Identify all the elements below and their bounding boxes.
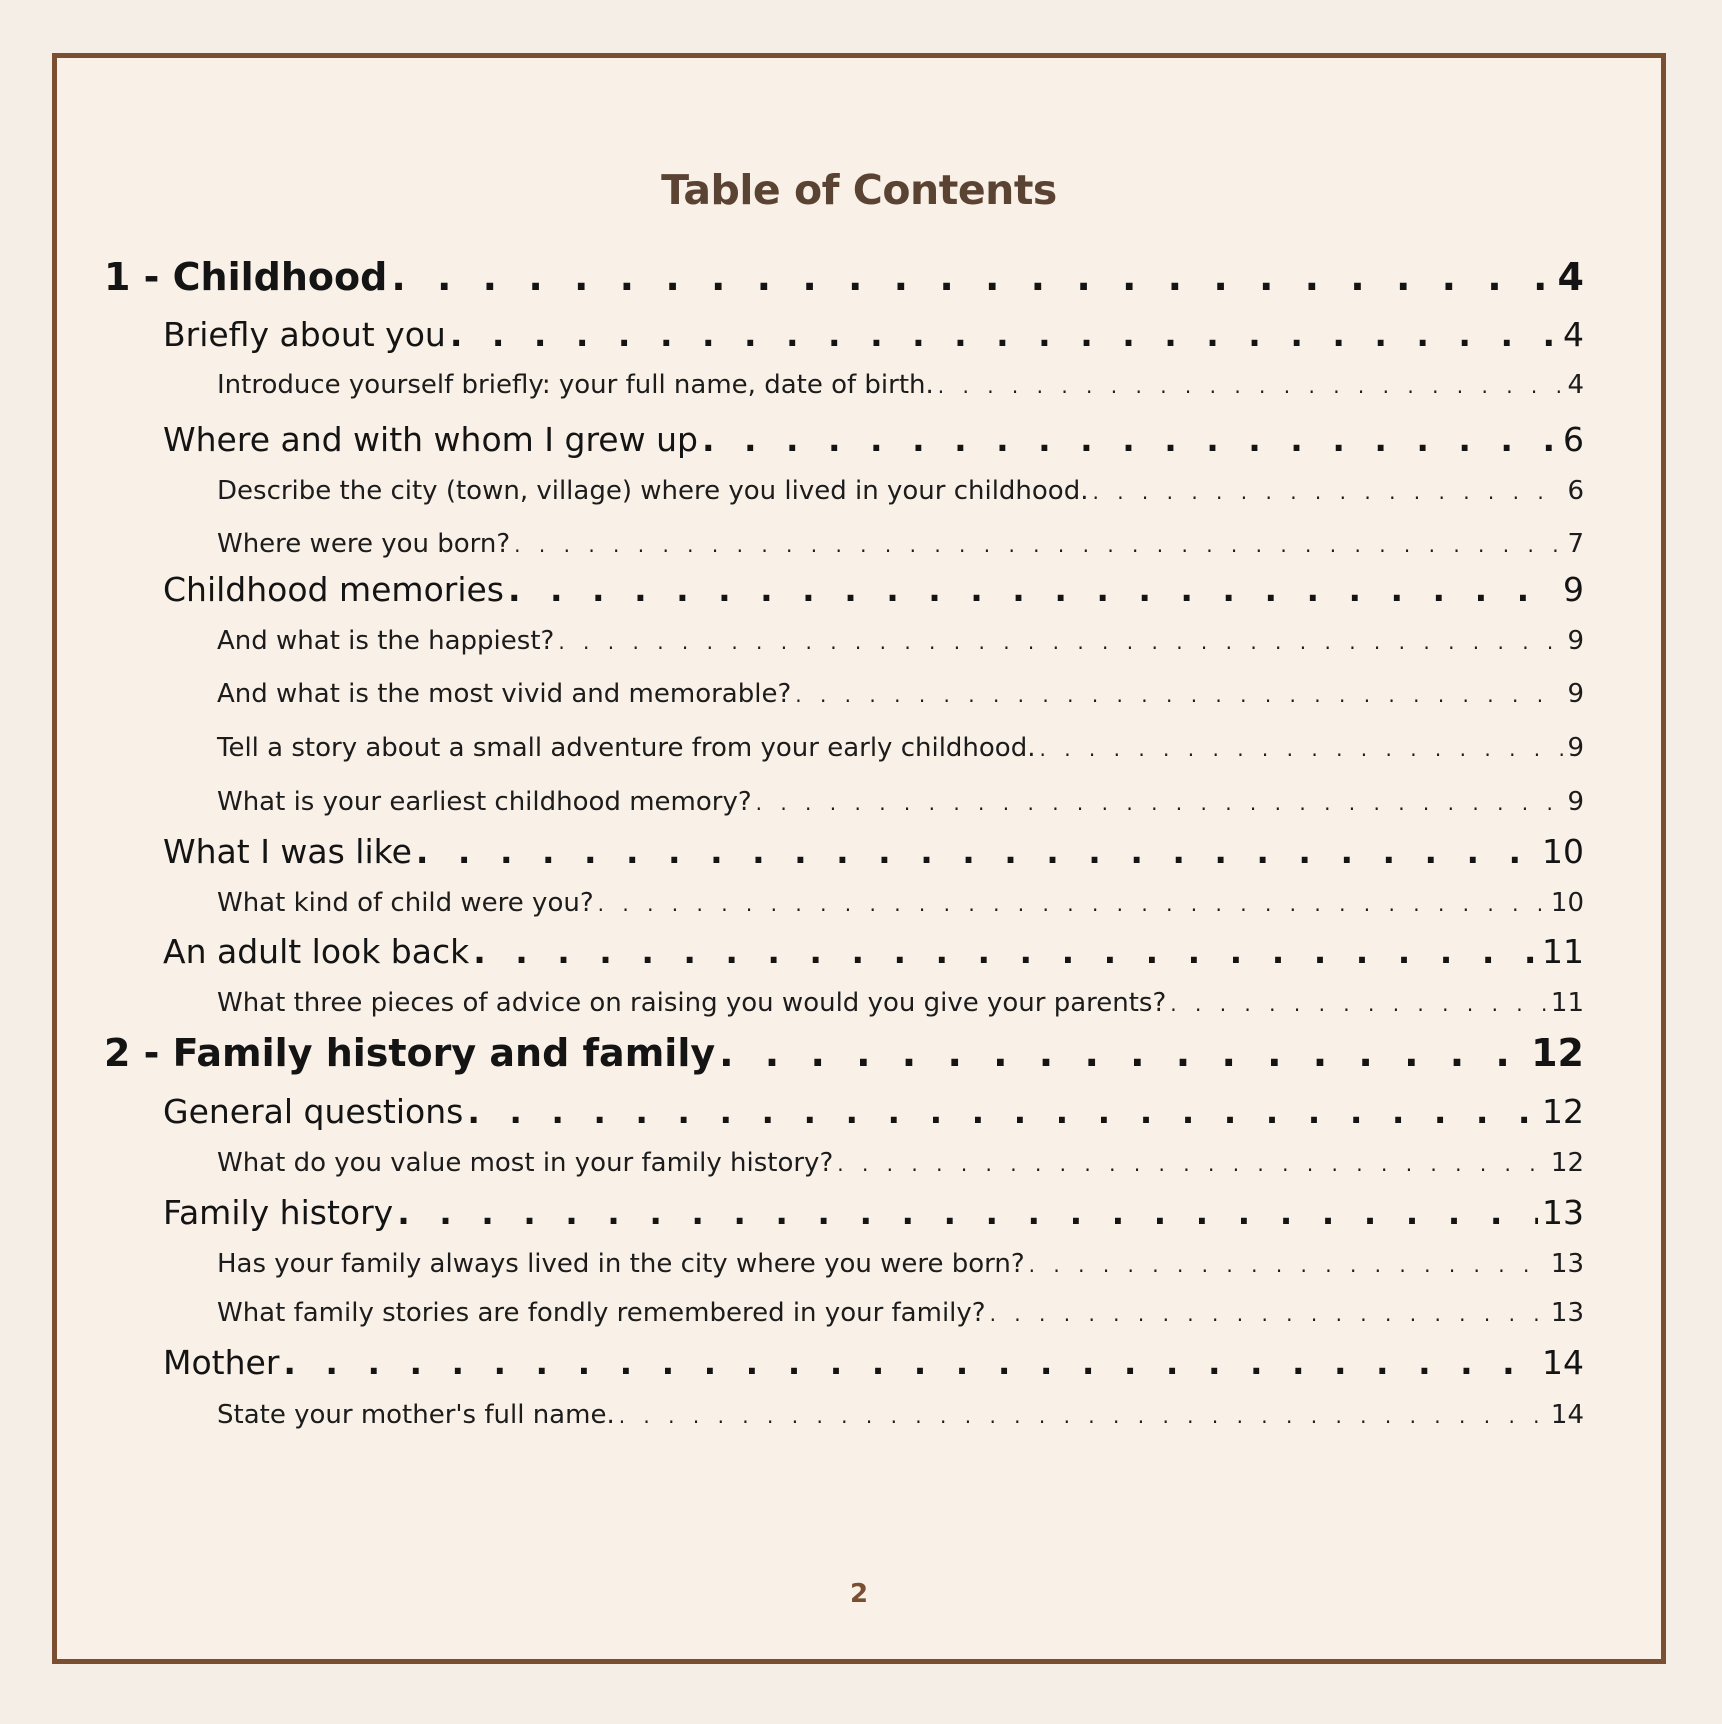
toc-entry-label: Describe the city (town, village) where you lived in your childhood. bbox=[217, 476, 1089, 506]
toc-question-entry[interactable] bbox=[104, 529, 1584, 559]
dot-leader bbox=[397, 1193, 1538, 1232]
dot-leader bbox=[837, 1152, 1547, 1176]
dot-leader bbox=[1029, 1253, 1547, 1277]
dot-leader bbox=[719, 1031, 1527, 1075]
dot-leader bbox=[702, 420, 1559, 459]
toc-question-entry[interactable] bbox=[104, 988, 1584, 1018]
toc-question-entry[interactable] bbox=[104, 476, 1584, 506]
toc-entry-label: Mother bbox=[163, 1343, 280, 1382]
toc-page-number: 12 bbox=[1550, 1148, 1584, 1178]
toc-page-number: 6 bbox=[1567, 476, 1584, 506]
toc-entry-label: What I was like bbox=[163, 832, 412, 871]
toc-page-number: 9 bbox=[1567, 626, 1584, 656]
dot-leader bbox=[1039, 737, 1563, 761]
dot-leader bbox=[514, 533, 1563, 557]
toc-page-number: 12 bbox=[1531, 1031, 1584, 1075]
toc-entry-label: Family history bbox=[163, 1193, 394, 1232]
dot-leader bbox=[416, 832, 1538, 871]
toc-page-number: 9 bbox=[1567, 679, 1584, 709]
toc-question-entry[interactable] bbox=[104, 787, 1584, 817]
toc-page-number: 13 bbox=[1550, 1249, 1584, 1279]
toc-entry-label: Childhood memories bbox=[163, 570, 504, 609]
toc-page-number: 14 bbox=[1542, 1343, 1584, 1382]
toc-entry-label: Tell a story about a small adventure from your early childhood. bbox=[217, 733, 1036, 763]
toc-entry-label: Briefly about you bbox=[163, 315, 446, 354]
dot-leader bbox=[795, 683, 1563, 707]
toc-chapter-entry[interactable] bbox=[104, 1031, 1584, 1075]
page-number: 2 bbox=[849, 1579, 869, 1609]
toc-page-number: 10 bbox=[1550, 888, 1584, 918]
toc-section-entry[interactable] bbox=[104, 832, 1584, 871]
toc-entry-label: Has your family always lived in the city where you were born? bbox=[217, 1249, 1025, 1279]
toc-question-entry[interactable] bbox=[104, 626, 1584, 656]
toc-entry-label: What do you value most in your family history? bbox=[217, 1148, 834, 1178]
toc-page-number: 13 bbox=[1542, 1193, 1584, 1232]
toc-entry-label: General questions bbox=[163, 1092, 464, 1131]
toc-question-entry[interactable] bbox=[104, 679, 1584, 709]
dot-leader bbox=[450, 315, 1559, 354]
toc-section-entry[interactable] bbox=[104, 1193, 1584, 1232]
dot-leader bbox=[467, 1092, 1538, 1131]
dot-leader bbox=[473, 932, 1538, 971]
toc-section-entry[interactable] bbox=[104, 420, 1584, 459]
toc-entry-label: What is your earliest childhood memory? bbox=[217, 787, 752, 817]
dot-leader bbox=[508, 570, 1559, 609]
toc-entry-label: What family stories are fondly remembered in your family? bbox=[217, 1298, 986, 1328]
toc-entry-label: Introduce yourself briefly: your full name, date of birth. bbox=[217, 370, 934, 400]
table-of-contents bbox=[104, 58, 1584, 1659]
toc-entry-label: Where and with whom I grew up bbox=[163, 420, 698, 459]
dot-leader bbox=[558, 630, 1563, 654]
dot-leader bbox=[756, 791, 1564, 815]
toc-page-number: 7 bbox=[1567, 529, 1584, 559]
toc-question-entry[interactable] bbox=[104, 1249, 1584, 1279]
toc-page-number: 13 bbox=[1550, 1298, 1584, 1328]
toc-question-entry[interactable] bbox=[104, 1298, 1584, 1328]
document-page bbox=[52, 53, 1666, 1664]
toc-question-entry[interactable] bbox=[104, 888, 1584, 918]
toc-page-number: 4 bbox=[1567, 370, 1584, 400]
toc-page-number: 11 bbox=[1550, 988, 1584, 1018]
toc-entry-label: Where were you born? bbox=[217, 529, 511, 559]
dot-leader bbox=[391, 255, 1553, 299]
dot-leader bbox=[619, 1404, 1547, 1428]
dot-leader bbox=[598, 892, 1547, 916]
toc-question-entry[interactable] bbox=[104, 733, 1584, 763]
toc-section-entry[interactable] bbox=[104, 1343, 1584, 1382]
toc-section-entry[interactable] bbox=[104, 932, 1584, 971]
toc-section-entry[interactable] bbox=[104, 315, 1584, 354]
toc-page-number: 4 bbox=[1563, 315, 1584, 354]
toc-page-number: 9 bbox=[1563, 570, 1584, 609]
page-title: Table of Contents bbox=[661, 166, 1057, 214]
toc-entry-label: What kind of child were you? bbox=[217, 888, 594, 918]
toc-page-number: 14 bbox=[1550, 1400, 1584, 1430]
toc-page-number: 11 bbox=[1542, 932, 1584, 971]
toc-page-number: 6 bbox=[1563, 420, 1584, 459]
dot-leader bbox=[1170, 992, 1547, 1016]
dot-leader bbox=[990, 1302, 1547, 1326]
toc-section-entry[interactable] bbox=[104, 1092, 1584, 1131]
toc-entry-label: And what is the most vivid and memorable? bbox=[217, 679, 792, 709]
toc-chapter-entry[interactable] bbox=[104, 255, 1584, 299]
toc-page-number: 12 bbox=[1542, 1092, 1584, 1131]
dot-leader bbox=[283, 1343, 1538, 1382]
toc-question-entry[interactable] bbox=[104, 1148, 1584, 1178]
toc-entry-label: What three pieces of advice on raising you would you give your parents? bbox=[217, 988, 1167, 1018]
toc-question-entry[interactable] bbox=[104, 370, 1584, 400]
dot-leader bbox=[1092, 480, 1563, 504]
dot-leader bbox=[938, 374, 1564, 398]
toc-page-number: 10 bbox=[1542, 832, 1584, 871]
toc-entry-label: 2 - Family history and family bbox=[104, 1031, 716, 1075]
toc-question-entry[interactable] bbox=[104, 1400, 1584, 1430]
toc-page-number: 4 bbox=[1557, 255, 1584, 299]
toc-entry-label: State your mother's full name. bbox=[217, 1400, 615, 1430]
toc-page-number: 9 bbox=[1567, 733, 1584, 763]
toc-entry-label: And what is the happiest? bbox=[217, 626, 555, 656]
toc-section-entry[interactable] bbox=[104, 570, 1584, 609]
toc-page-number: 9 bbox=[1567, 787, 1584, 817]
toc-entry-label: 1 - Childhood bbox=[104, 255, 388, 299]
toc-entry-label: An adult look back bbox=[163, 932, 470, 971]
